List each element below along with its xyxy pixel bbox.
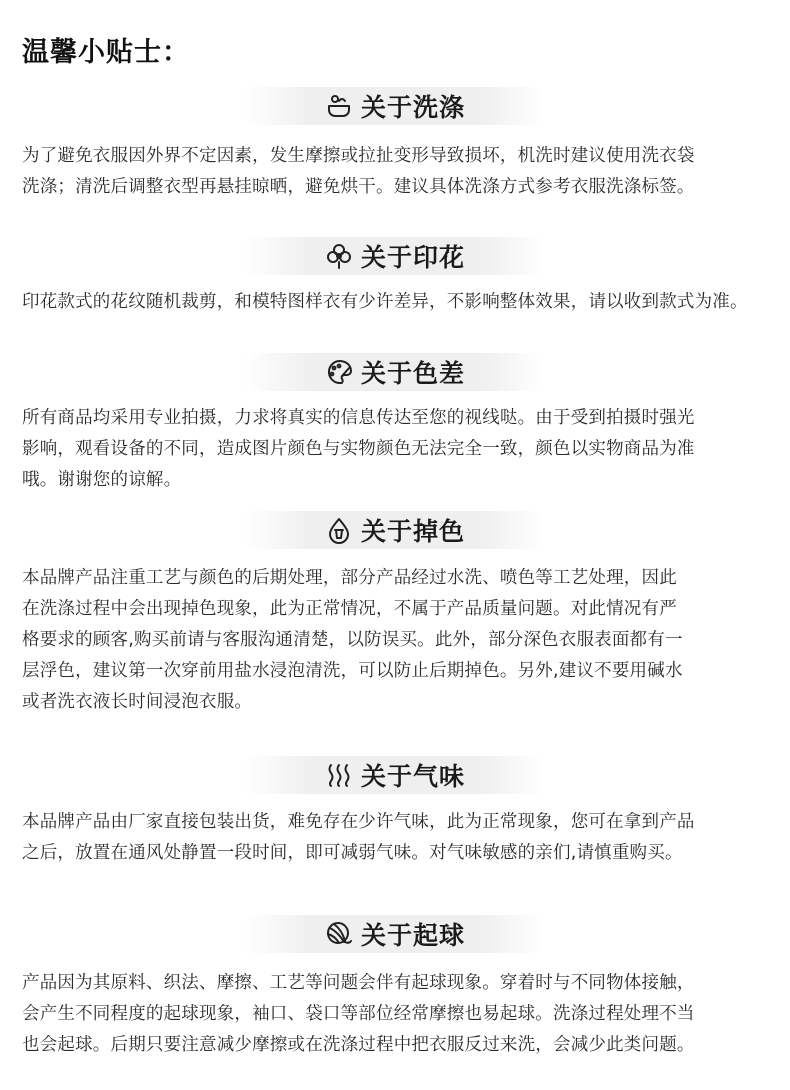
yarn-ball-icon xyxy=(325,920,353,948)
body-line: 为了避免衣服因外界不定因素，发生摩擦或拉扯变形导致损坏，机洗时建议使用洗衣袋 xyxy=(22,146,695,166)
palette-icon xyxy=(325,358,353,386)
section-header-print xyxy=(245,237,545,275)
body-line: 在洗涤过程中会出现掉色现象，此为正常情况，不属于产品质量问题。对此情况有严 xyxy=(22,599,677,619)
odor-waves-icon xyxy=(325,761,353,789)
section-header-pilling xyxy=(245,915,545,953)
section-header-fading xyxy=(245,511,545,549)
section-heading: 关于印花 xyxy=(360,243,465,272)
body-line: 影响，观看设备的不同，造成图片颜色与实物颜色无法完全一致，颜色以实物商品为准 xyxy=(22,439,695,459)
section-body-fading xyxy=(22,563,774,718)
section-body-wash xyxy=(22,141,774,203)
section-heading: 关于气味 xyxy=(360,762,465,791)
body-line: 洗涤；清洗后调整衣型再悬挂晾晒，避免烘干。建议具体洗涤方式参考衣服洗涤标签。 xyxy=(22,177,695,197)
body-line: 之后，放置在通风处静置一段时间，即可减弱气味。对气味敏感的亲们,请慎重购买。 xyxy=(22,843,683,863)
section-heading: 关于洗涤 xyxy=(360,93,465,122)
body-line: 本品牌产品由厂家直接包装出货，难免存在少许气味，此为正常现象，您可在拿到产品 xyxy=(22,812,695,832)
section-body-odor xyxy=(22,807,774,869)
body-line: 产品因为其原料、织法、摩擦、工艺等问题会伴有起球现象。穿着时与不同物体接触， xyxy=(22,973,695,993)
body-line: 会产生不同程度的起球现象，袖口、袋口等部位经常摩擦也易起球。洗涤过程处理不当 xyxy=(22,1004,695,1024)
section-header-color xyxy=(245,353,545,391)
flower-icon xyxy=(325,242,353,270)
section-body-print xyxy=(22,287,774,318)
section-heading: 关于色差 xyxy=(360,359,465,388)
section-body-color xyxy=(22,403,774,496)
section-body-pilling xyxy=(22,968,774,1061)
body-line: 本品牌产品注重工艺与颜色的后期处理，部分产品经过水洗、喷色等工艺处理，因此 xyxy=(22,568,677,588)
body-line: 层浮色，建议第一次穿前用盐水浸泡清洗，可以防止后期掉色。另外,建议不要用碱水 xyxy=(22,661,683,681)
body-line: 或者洗衣液长时间浸泡衣服。 xyxy=(22,692,253,712)
dye-drop-icon xyxy=(325,516,353,544)
page-title: 温馨小贴士： xyxy=(22,37,190,68)
section-header-odor xyxy=(245,756,545,794)
body-line: 印花款式的花纹随机裁剪，和模特图样衣有少许差异，不影响整体效果，请以收到款式为准。 xyxy=(22,292,748,312)
body-line: 格要求的顾客,购买前请与客服沟通清楚，以防误买。此外，部分深色衣服表面都有一 xyxy=(22,630,683,650)
section-heading: 关于起球 xyxy=(360,921,465,950)
wash-basin-icon xyxy=(325,92,353,120)
section-heading: 关于掉色 xyxy=(360,517,465,546)
body-line: 所有商品均采用专业拍摄，力求将真实的信息传达至您的视线哒。由于受到拍摄时强光 xyxy=(22,408,695,428)
body-line: 也会起球。后期只要注意减少摩擦或在洗涤过程中把衣服反过来洗，会减少此类问题。 xyxy=(22,1035,695,1055)
body-line: 哦。谢谢您的谅解。 xyxy=(22,470,182,490)
section-header-wash xyxy=(245,87,545,125)
